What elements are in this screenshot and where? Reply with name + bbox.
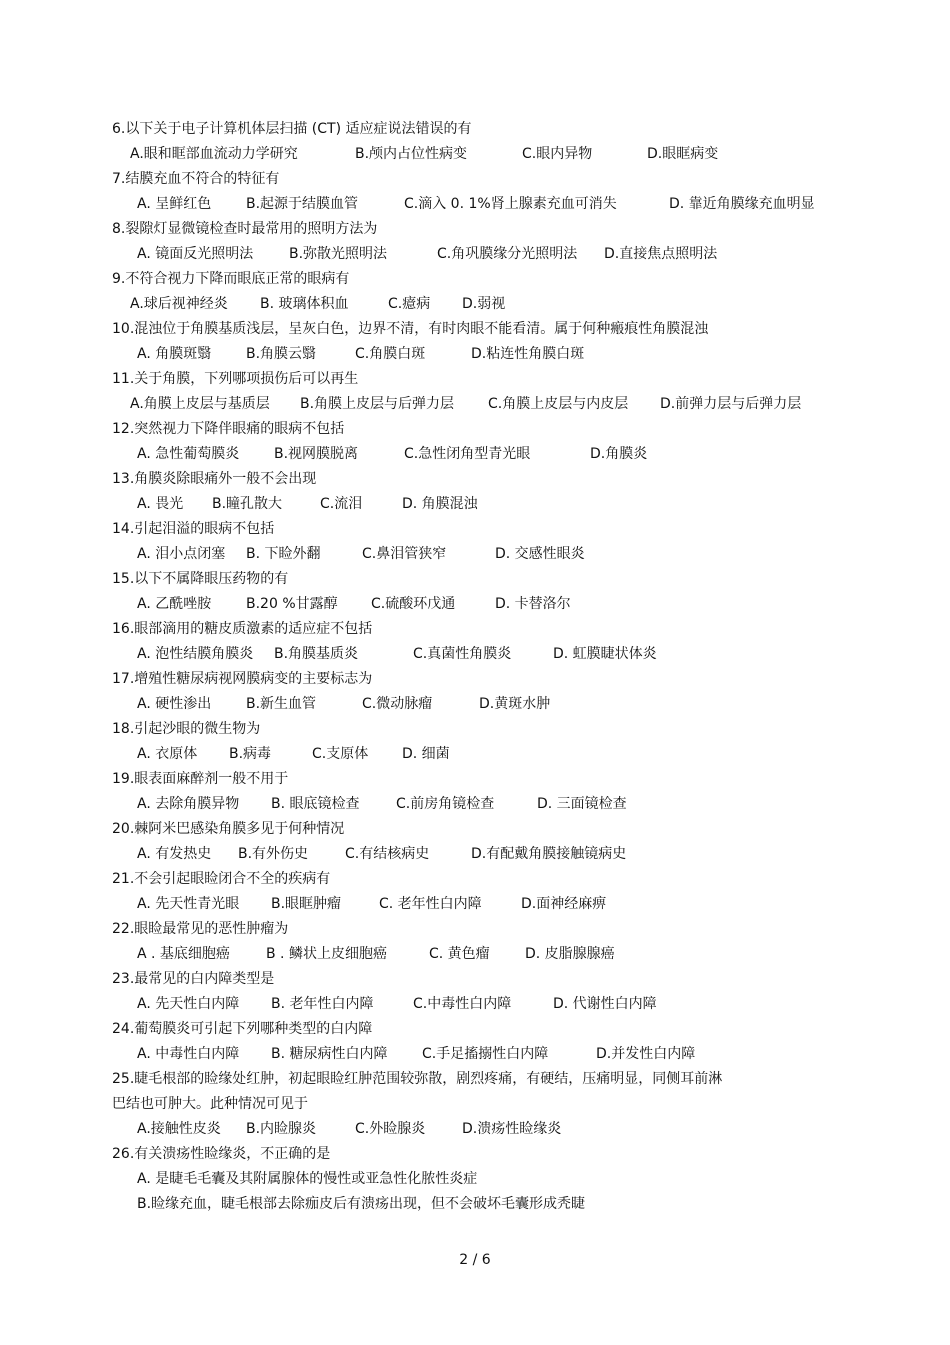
option-c: C.角膜上皮层与内皮层: [488, 396, 629, 412]
option-row: [112, 692, 842, 717]
option-b: B. 糖尿病性白内障: [271, 1046, 388, 1062]
option-b: B.新生血管: [246, 696, 317, 712]
option-b: B.20 %甘露醇: [246, 596, 338, 612]
option-a: A.角膜上皮层与基质层: [130, 396, 270, 412]
option-b: B.角膜上皮层与后弹力层: [300, 396, 455, 412]
option-c: C.角巩膜缘分光照明法: [437, 246, 578, 262]
option-c: C.有结核病史: [345, 846, 430, 862]
question-stem: 11.关于角膜，下列哪项损伤后可以再生: [112, 371, 359, 387]
option-d: D.有配戴角膜接触镜病史: [471, 846, 627, 862]
option-a: A . 基底细胞癌: [137, 946, 230, 962]
option-row: [112, 792, 842, 817]
option-b: B.角膜基质炎: [274, 646, 359, 662]
option-d: D. 靠近角膜缘充血明显: [669, 196, 815, 212]
option-a: A. 呈鲜红色: [137, 196, 212, 212]
option-row: [112, 992, 842, 1017]
option-d: D.角膜炎: [590, 446, 648, 462]
option-b: B.有外伤史: [238, 846, 309, 862]
option-b: B.瞳孔散大: [212, 496, 283, 512]
option-c: C.眼内异物: [522, 146, 593, 162]
option-row: [112, 892, 842, 917]
option-d: D.直接焦点照明法: [604, 246, 718, 262]
option-a: A. 硬性渗出: [137, 696, 212, 712]
question-11: [112, 367, 842, 417]
option-a: A. 镜面反光照明法: [137, 246, 254, 262]
question-stem: 21.不会引起眼睑闭合不全的疾病有: [112, 871, 331, 887]
question-stem: 23.最常见的白内障类型是: [112, 971, 275, 987]
option-d: D. 代谢性白内障: [553, 996, 657, 1012]
question-stem: 20.棘阿米巴感染角膜多见于何种情况: [112, 821, 345, 837]
option-b: B.颅内占位性病变: [355, 146, 468, 162]
option-row: [112, 742, 842, 767]
question-stem: 15.以下不属降眼压药物的有: [112, 571, 289, 587]
question-stem: 26.有关溃疡性睑缘炎，不正确的是: [112, 1146, 331, 1162]
option-b: B.睑缘充血，睫毛根部去除痂皮后有溃疡出现，但不会破坏毛囊形成秃睫: [137, 1196, 586, 1212]
option-b: B.角膜云翳: [246, 346, 317, 362]
option-row: [112, 392, 842, 417]
question-list: [112, 117, 842, 1217]
question-20: [112, 817, 842, 867]
option-c: C.支原体: [312, 746, 369, 762]
option-b: B.弥散光照明法: [289, 246, 388, 262]
question-stem: 8.裂隙灯显微镜检查时最常用的照明方法为: [112, 221, 378, 237]
option-a: A. 是睫毛毛囊及其附属腺体的慢性或亚急性化脓性炎症: [137, 1171, 478, 1187]
option-d: D. 三面镜检查: [537, 796, 627, 812]
question-18: [112, 717, 842, 767]
option-b: B . 鳞状上皮细胞癌: [266, 946, 387, 962]
option-row: [112, 292, 842, 317]
question-stem: 24.葡萄膜炎可引起下列哪种类型的白内障: [112, 1021, 373, 1037]
option-c: C.急性闭角型青光眼: [404, 446, 531, 462]
question-19: [112, 767, 842, 817]
question-stem: 9.不符合视力下降而眼底正常的眼病有: [112, 271, 350, 287]
option-c: C.手足搐搦性白内障: [422, 1046, 549, 1062]
question-16: [112, 617, 842, 667]
option-b: B. 下睑外翻: [246, 546, 321, 562]
option-c: C.真菌性角膜炎: [413, 646, 512, 662]
question-15: [112, 567, 842, 617]
question-stem: 16.眼部滴用的糖皮质激素的适应症不包括: [112, 621, 373, 637]
question-14: [112, 517, 842, 567]
question-8: [112, 217, 842, 267]
question-10: [112, 317, 842, 367]
option-a: A. 角膜斑翳: [137, 346, 212, 362]
option-d: D. 卡替洛尔: [495, 596, 571, 612]
option-d: D. 交感性眼炎: [495, 546, 585, 562]
option-c: C.流泪: [320, 496, 363, 512]
question-21: [112, 867, 842, 917]
option-d: D.溃疡性睑缘炎: [462, 1121, 562, 1137]
option-c: C.外睑腺炎: [355, 1121, 426, 1137]
option-a: A. 急性葡萄膜炎: [137, 446, 240, 462]
option-a: A. 先天性白内障: [137, 996, 240, 1012]
question-stem-continued: 巴结也可肿大。此种情况可见于: [112, 1096, 308, 1112]
question-stem: 12.突然视力下降伴眼痛的眼病不包括: [112, 421, 345, 437]
option-c: C. 黄色瘤: [429, 946, 490, 962]
option-a: A.接触性皮炎: [137, 1121, 221, 1137]
question-13: [112, 467, 842, 517]
question-stem: 7.结膜充血不符合的特征有: [112, 171, 280, 187]
option-row: [112, 1117, 842, 1142]
option-row: [112, 492, 842, 517]
option-row: [112, 642, 842, 667]
option-b: B.视网膜脱离: [274, 446, 359, 462]
question-stem: 19.眼表面麻醉剂一般不用于: [112, 771, 289, 787]
question-stem: 18.引起沙眼的微生物为: [112, 721, 261, 737]
option-row: [112, 542, 842, 567]
option-b: B.眼眶肿瘤: [271, 896, 342, 912]
question-stem: 22.眼睑最常见的恶性肿瘤为: [112, 921, 289, 937]
option-a: A. 畏光: [137, 496, 184, 512]
option-c: C.滴入 0. 1%肾上腺素充血可消失: [404, 196, 617, 212]
option-a: A. 衣原体: [137, 746, 198, 762]
option-d: D. 角膜混浊: [402, 496, 478, 512]
question-12: [112, 417, 842, 467]
question-25: [112, 1067, 842, 1142]
option-c: C.前房角镜检查: [396, 796, 495, 812]
option-c: C.癔病: [388, 296, 431, 312]
option-d: D. 虹膜睫状体炎: [553, 646, 657, 662]
option-row: [112, 842, 842, 867]
option-a: A. 有发热史: [137, 846, 212, 862]
question-stem: 25.睫毛根部的睑缘处红肿，初起眼睑红肿范围较弥散，剧烈疼痛，有硬结，压痛明显，同侧耳前淋: [112, 1071, 723, 1087]
option-d: D.并发性白内障: [596, 1046, 696, 1062]
option-row: [112, 1042, 842, 1067]
option-c: C.中毒性白内障: [413, 996, 512, 1012]
option-row: [112, 942, 842, 967]
question-24: [112, 1017, 842, 1067]
option-d: D.前弹力层与后弹力层: [660, 396, 802, 412]
question-stem: 14.引起泪溢的眼病不包括: [112, 521, 275, 537]
option-row: [112, 342, 842, 367]
option-c: C. 老年性白内障: [379, 896, 482, 912]
page-number: 2 / 6: [459, 1252, 491, 1268]
option-row: [112, 242, 842, 267]
option-a: A. 乙酰唑胺: [137, 596, 212, 612]
option-row: [112, 192, 842, 217]
option-c: C.硫酸环戊通: [371, 596, 456, 612]
option-a: A.眼和眶部血流动力学研究: [130, 146, 298, 162]
option-c: C.角膜白斑: [355, 346, 426, 362]
option-row: [112, 142, 842, 167]
question-stem: 13.角膜炎除眼痛外一般不会出现: [112, 471, 317, 487]
option-d: D.黄斑水肿: [479, 696, 551, 712]
option-a: A.球后视神经炎: [130, 296, 228, 312]
question-stem: 6.以下关于电子计算机体层扫描 (CT) 适应症说法错误的有: [112, 121, 472, 137]
option-b: B.起源于结膜血管: [246, 196, 359, 212]
option-d: D.弱视: [462, 296, 506, 312]
question-stem: 17.增殖性糖尿病视网膜病变的主要标志为: [112, 671, 373, 687]
option-a: A. 泪小点闭塞: [137, 546, 226, 562]
option-b: B. 眼底镜检查: [271, 796, 360, 812]
option-d: D.粘连性角膜白斑: [471, 346, 585, 362]
question-26: [112, 1142, 842, 1217]
question-23: [112, 967, 842, 1017]
option-row: [112, 442, 842, 467]
question-6: [112, 117, 842, 167]
option-b: B.内睑腺炎: [246, 1121, 317, 1137]
question-22: [112, 917, 842, 967]
option-b: B. 玻璃体积血: [260, 296, 349, 312]
option-d: D.面神经麻痹: [521, 896, 607, 912]
option-d: D. 皮脂腺腺癌: [525, 946, 615, 962]
option-c: C.鼻泪管狭窄: [362, 546, 447, 562]
option-a: A. 中毒性白内障: [137, 1046, 240, 1062]
question-7: [112, 167, 842, 217]
question-17: [112, 667, 842, 717]
option-d: D. 细菌: [402, 746, 450, 762]
option-a: A. 先天性青光眼: [137, 896, 240, 912]
option-b: B. 老年性白内障: [271, 996, 374, 1012]
option-row: [112, 592, 842, 617]
option-d: D.眼眶病变: [647, 146, 719, 162]
question-9: [112, 267, 842, 317]
option-c: C.微动脉瘤: [362, 696, 433, 712]
option-a: A. 泡性结膜角膜炎: [137, 646, 254, 662]
option-a: A. 去除角膜异物: [137, 796, 240, 812]
question-stem: 10.混浊位于角膜基质浅层，呈灰白色，边界不清，有时肉眼不能看清。属于何种瘢痕性角膜混浊: [112, 321, 709, 337]
option-b: B.病毒: [229, 746, 272, 762]
